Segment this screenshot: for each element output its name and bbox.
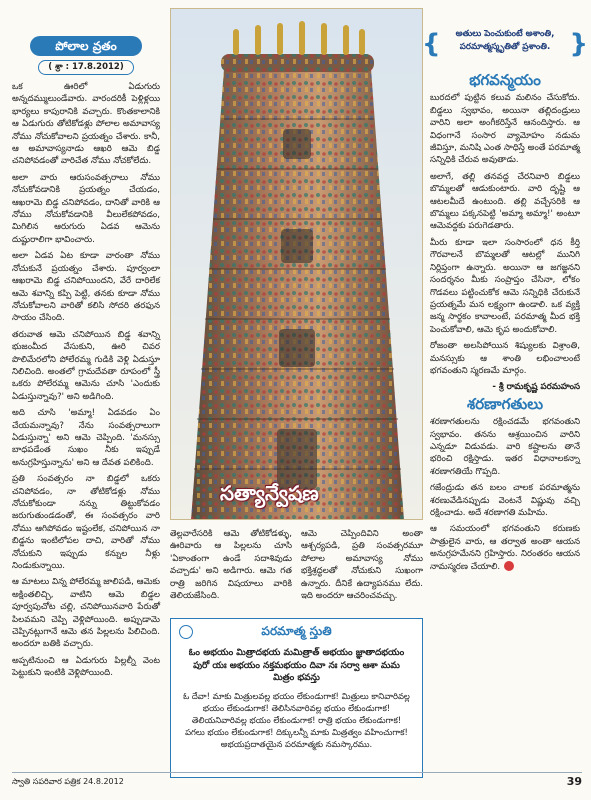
quote-text: అతులు పెంచుకుంటే అశాంతి, పరమాత్మస్మృతితో ప్రశాంతి. bbox=[455, 29, 555, 52]
prayer-box bbox=[170, 618, 423, 778]
right-column bbox=[430, 70, 580, 577]
left-column bbox=[12, 36, 160, 684]
sanskrit-verse: ఓం అభయం మిత్రాదభయ మమిత్రాత్ అభయం జ్ఞాతాదభయం పురో యః అభయం నక్తమభయం దివా నః సర్వా ఆశా మమ మిత్రం భవన్తు bbox=[188, 648, 405, 683]
section-heading: భగవన్మయం bbox=[469, 71, 541, 89]
paragraph: అలాగే, తల్లి తనవద్ద చేరనివారి బిడ్డలు బొమ్మలతో ఆడుకుంటారు. వారి దృష్టి ఆ ఆటలమీదే ఉంటుంది. తల్లి వచ్చేసరికి ఆ బొమ్మలు పక్కనపెట్టి 'అమ్మా అమ్మా!' అంటూ ఆమెవద్దకు పరుగెడతారు. bbox=[430, 171, 580, 232]
paragraph: అలా ఏడవ ఏట కూడా వారంతా నోము నోచుకునే ప్రయత్నం చేశారు. పూర్వంలా ఆఖరామె బిడ్డ చనిపోయిందని, వేరే దారిలేక ఆమె శవాన్ని కప్పి పెట్టి, తనకు కూడా నోము నోచుకోవాలని వారితో కలిసి సోదరి తరఫున సాయం చేసింది. bbox=[12, 251, 160, 324]
brace-left-icon: { bbox=[422, 29, 441, 59]
paragraph: ఆమె చెప్పిందివిని అంతా ఆశ్చర్యపడి, ప్రతి సంవత్సరమూ పోలాల అమావాస్య నోము భక్తిశ్రద్ధలతో నోచుకుని సుఖంగా ఉన్నారు. దీనికే ఉద్యాపనము లేదు. ఇది అందరూ ఆచరించవచ్చు. bbox=[301, 529, 423, 602]
page-number: 39 bbox=[566, 775, 582, 788]
temple-photo bbox=[170, 8, 423, 520]
paragraph: బురదలో పుట్టిన కలువ మలినం చేసుకోదు. బిడ్డలు స్వభావం, అయినా తల్లిదండ్రులు వారిని అలా అంగీకరిస్తేనే ఆనందిస్తారు. ఆ విధంగానే సంసార వ్యామోహం నడుమ జీవిస్తూ, మనిషి ఎంత సాధిస్తే అంతే పరమాత్మ సన్నిధికి చేరువ అవుతాడు. bbox=[430, 93, 580, 166]
paragraph: తరువాత ఆమె చనిపోయిన బిడ్డ శవాన్ని భుజంమీద వేసుకుని, ఊరి చివర పొలిమేరలోని పోలేరమ్మ గుడికి వెళ్లి ఏడుస్తూ నిలిచింది. అంతలో గ్రామదేవతా రూపంలో స్త్రీ ఒకరు పోలేరమ్మ ఆమెను చూసి 'ఎందుకు ఏడుస్తున్నావు?' అని అడిగింది. bbox=[12, 329, 160, 402]
quote-box bbox=[422, 28, 588, 62]
paragraph: అప్పటినుంచి ఆ ఏడుగురు పిల్లల్నీ వెంట పెట్టుకుని ఇంటికి వెళ్లిపోయింది. bbox=[12, 655, 160, 679]
article-title: పోలాల వ్రతం bbox=[30, 36, 142, 56]
prayer-title: పరమాత్మ స్తుతి bbox=[261, 624, 332, 638]
decorative-circle-icon bbox=[179, 625, 193, 639]
paragraph: అలా వారు ఆరుసంవత్సరాలు నోము నోచుకోవడానికి ప్రయత్నం చేయడం, ఆఖరామె బిడ్డ చనిపోవడం, దానితో వారికి ఆ నోము నోచుకోవడానికి వీలులేకపోవడం, మిగిలిన ఆరుగురు ఏడవ ఆమెను దుష్టురాలిగా భావించారు. bbox=[12, 172, 160, 245]
page-footer bbox=[12, 772, 582, 790]
date-badge: ( శ్రా : 17.8.2012) bbox=[38, 60, 134, 75]
paragraph bbox=[430, 523, 580, 573]
publication-line: స్వాతి సపరివార పత్రిక 24.8.2012 bbox=[12, 777, 124, 786]
temple-caption: సత్యాన్వేషణ bbox=[220, 481, 319, 505]
paragraph: అది చూసి 'అమ్మా! ఏడవడం ఏం చేయమన్నావు? నేను సంవత్సరాలుగా ఏడుస్తున్నా' అని ఆమె చెప్పింది. 'మనస్సు బాధపడేంత సుఖం నీకు ఇప్పుడే అనుగ్రహిస్తున్నాను' అని ఆ దేవత పలికింది. bbox=[12, 408, 160, 468]
paragraph: తెల్లవారేసరికి ఆమె తోటికోడళ్ళు, ఊరివారు ఆ పిల్లలను చూసి 'ఏకాంతంగా ఉండే సదాశివుడు వచ్చాడు' అని అడిగారు. ఆమె గత రాత్రి జరిగిన విషయాలు వారికి తెలియజేసింది. bbox=[170, 529, 292, 602]
section-heading: శరణాగతులు bbox=[466, 394, 544, 413]
paragraph: గజేంద్రుడు తన బలం చాలక పరమాత్మను శరణువేడినప్పుడు వెంటనే విష్ణువు వచ్చి రక్షించాడు. అదే శరణాగతి మహిమ. bbox=[430, 483, 580, 518]
paragraph: మీరు కూడా ఇలా సంసారంలో ధన కీర్తి గౌరవాలనే బొమ్మలతో ఆటల్లో మునిగి నిర్లిప్తంగా ఉన్నారు. అయినా ఆ జగజ్జనని సందర్శనం మీకు సంప్రాప్తం చేసినా, లోకం గొడవలు పట్టించుకోక ఆమె సన్నిధికి చేరుకునే ప్రయత్నమే మన లక్ష్యంగా ఉండాలి. ఒక వ్యక్తి జన్మ సార్థకం కావాలంటే, పరమాత్మ మీద భక్తి పెంచుకోవాలి, ఆమె కృప అందుకోవాలి. bbox=[430, 237, 580, 335]
signature: - శ్రీ రామకృష్ణ పరమహంస bbox=[492, 382, 580, 393]
brace-right-icon: } bbox=[569, 29, 588, 59]
verse-meaning: ఓ దేవా! మాకు మిత్రులవల్ల భయం లేకుండుగాక! మిత్రులు కానివారివల్ల భయం లేకుండుగాక! తెలిసినవారివల్ల భయం లేకుండుగాక! తెలియనివారివల్ల భయం లేకుండుగాక! రాత్రి భయం లేకుండుగాక! పగలు భయం లేకుండుగాక! దిక్కులన్నీ మాకు మిత్రత్వం వహించుగాక! అభయప్రదాతయైన పరమాత్మకు నమస్కారము. bbox=[183, 690, 410, 749]
paragraph: ఆ మాటలు విన్న పోలేరమ్మ జాలిపడి, ఆమెకు అక్షింతలిచ్చి, వాటిని ఆమె బిడ్డల పూర్వపుచోట చల్లి, చనిపోయినవారి పేరుతో పిలవమని చెప్పి వెళ్లిపోయింది. అప్పుడామె చెప్పినట్లుగానే ఆమె తన పిల్లలను పిలిచింది. అందరూ బతికి వచ్చారు. bbox=[12, 577, 160, 650]
paragraph: శరణాగతులను రక్షించడమే భగవంతుని స్వభావం. తనను ఆశ్రయించిన వారిని ఎన్నడూ విడువడు. వారి కష్టాలను తానే భరించి రక్షిస్తాడు. ఇతర విధానాలకన్నా శరణాగతియే గొప్పది. bbox=[430, 417, 580, 477]
paragraph: ఒక ఊరిలో ఏడుగురు అన్నదమ్ములుండేవారు. వారందరికీ పెళ్లిళ్లయి భార్యలు కాపురానికి వచ్చారు. కొంతకాలానికి ఆ ఏడుగురు తోటికోడళ్లు పోలాల అమావాస్య నోము నోచుకోవాలని ప్రయత్నం చేశారు. కానీ, ఆ అమావాస్యనాడు ఆఖరి ఆమె బిడ్డ చనిపోవడంతో వారిచేత నోము నోచకోలేదు. bbox=[12, 82, 160, 167]
paragraph-text: ఆ సమయంలో భగవంతుని కరుణకు పాత్రులైన వారు, ఆ తర్వాత అంతా ఆయన అనుగ్రహమేనని గ్రహిస్తారు. నిరంతరం ఆయన నామస్మరణ చేయాలి. bbox=[430, 524, 580, 572]
temple-gopuram-image bbox=[171, 9, 423, 520]
swati-logo-icon bbox=[504, 561, 514, 571]
paragraph: ప్రతి సంవత్సరం నా బిడ్డలో ఒకరు చనిపోవడం, నా తోటికోడళ్లు నోము నోచుకోకుండా నన్ను తిట్టుకోవడం జరుగుతుండడంతో, ఈ సంవత్సరం వారి నోము ఆగిపోవడం ఇష్టంలేక, చనిపోయిన నా బిడ్డను ఇంటిలోపల దాచి, వారితో నోము నోచుకుని ఇప్పుడు కన్నుల నీళ్లు నిండుకున్నాయి. bbox=[12, 474, 160, 572]
paragraph: రోజంతా అలసిపోయిన శిష్యులకు విశ్రాంతి, మనస్సుకు ఆ శాంతి లభించాలంటే భగవంతుని స్మరణమే మార్గం. bbox=[430, 341, 580, 376]
